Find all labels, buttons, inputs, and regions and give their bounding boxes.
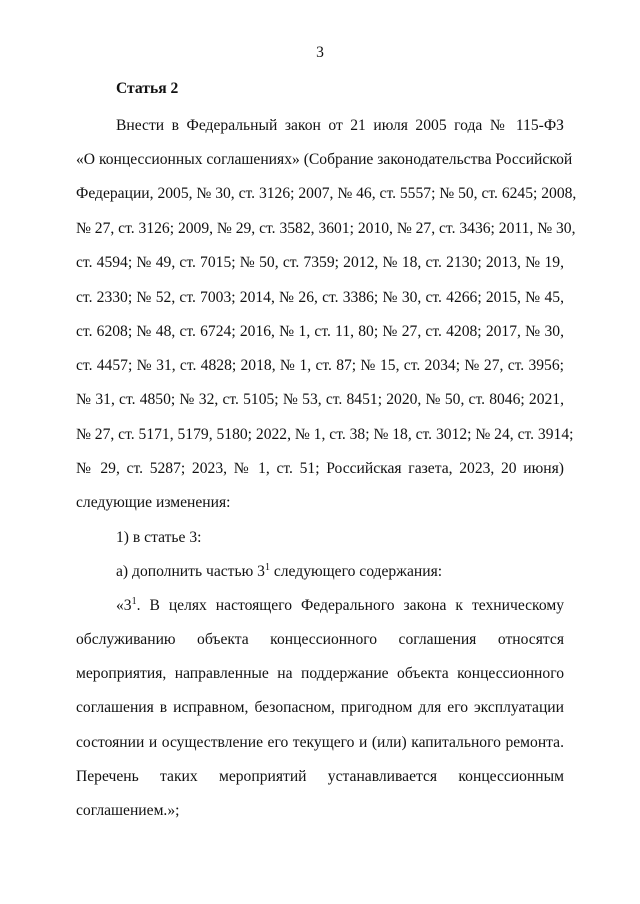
item-1: 1) в статье 3: — [116, 529, 202, 546]
text-line-6: ст. 2330; № 52, ст. 7003; 2014, № 26, ст. 3386; № 30, ст. 4266; 2015, № 45, — [76, 289, 564, 306]
article-heading: Статья 2 — [116, 80, 179, 97]
quote-line-2: обслуживанию объекта концессионного соглашения относятся — [76, 631, 564, 648]
text-line-8: ст. 4457; № 31, ст. 4828; 2018, № 1, ст. 87; № 15, ст. 2034; № 27, ст. 3956; — [76, 357, 564, 374]
quote-superscript: 1 — [131, 596, 137, 607]
quote-line-3: мероприятия, направленные на поддержание объекта концессионного — [76, 665, 564, 682]
text-line-1: Внести в Федеральный закон от 21 июля 2005 года № 115-ФЗ — [116, 117, 564, 134]
item-a-text-end: следующего содержания: — [269, 563, 443, 580]
quote-first-rest: . В целях настоящего Федерального закона к техническому — [136, 597, 564, 614]
item-a-text: а) дополнить частью 3 — [116, 563, 265, 580]
quote-line-4: соглашения в исправном, безопасном, пригодном для его эксплуатации — [76, 699, 564, 716]
page-number: 3 — [316, 44, 324, 61]
text-line-5: ст. 4594; № 49, ст. 7015; № 50, ст. 7359; 2012, № 18, ст. 2130; 2013, № 19, — [76, 254, 564, 271]
text-line-12: следующие изменения: — [76, 494, 231, 511]
quote-line-6: Перечень таких мероприятий устанавливается концессионным — [76, 768, 564, 785]
text-line-4: № 27, ст. 3126; 2009, № 29, ст. 3582, 3601; 2010, № 27, ст. 3436; 2011, № 30, — [76, 220, 576, 237]
item-a-superscript: 1 — [264, 562, 270, 573]
quote-line-1 — [116, 596, 564, 616]
quote-line-7: соглашением.»; — [76, 802, 180, 819]
text-line-3: Федерации, 2005, № 30, ст. 3126; 2007, № 46, ст. 5557; № 50, ст. 6245; 2008, — [76, 185, 577, 202]
quote-line-5: состоянии и осуществление его текущего и (или) капитального ремонта. — [76, 734, 564, 751]
text-line-11: № 29, ст. 5287; 2023, № 1, ст. 51; Российская газета, 2023, 20 июня) — [76, 460, 564, 477]
text-line-2: «О концессионных соглашениях» (Собрание законодательства Российской — [76, 151, 573, 168]
text-line-10: № 27, ст. 5171, 5179, 5180; 2022, № 1, ст. 38; № 18, ст. 3012; № 24, ст. 3914; — [76, 426, 574, 443]
text-line-9: № 31, ст. 4850; № 32, ст. 5105; № 53, ст. 8451; 2020, № 50, ст. 8046; 2021, — [76, 391, 564, 408]
quote-start: «3 — [116, 597, 132, 614]
text-line-7: ст. 6208; № 48, ст. 6724; 2016, № 1, ст. 11, 80; № 27, ст. 4208; 2017, № 30, — [76, 323, 564, 340]
item-a — [116, 562, 564, 582]
